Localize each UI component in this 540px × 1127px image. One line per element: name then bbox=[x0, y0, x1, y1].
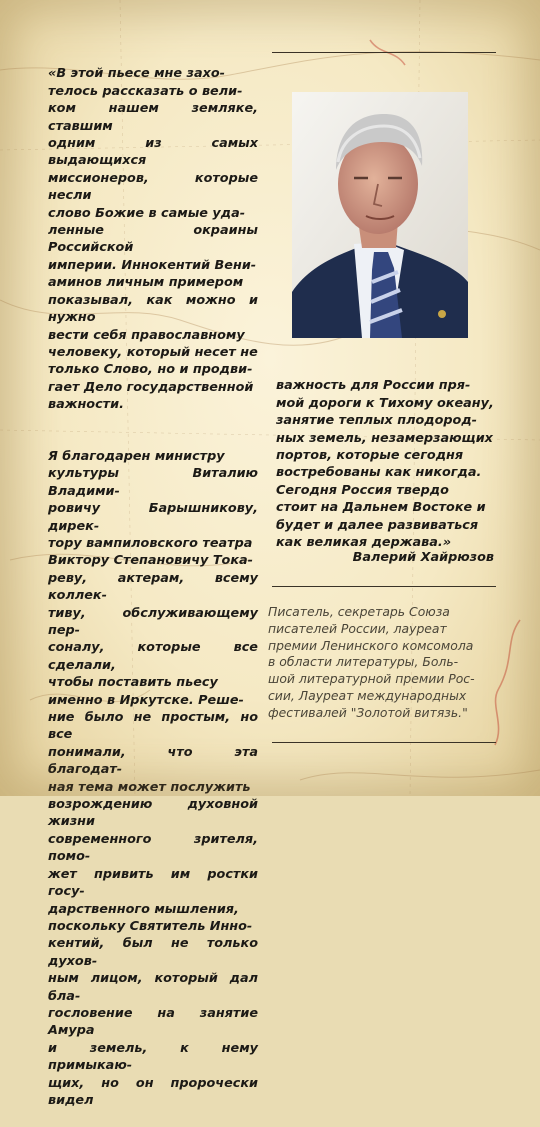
article-paragraph: «В этой пьесе мне захо- телось рассказать о вели- ком нашем земляке, ставшим одним из самых выдающихся миссионеров, которые несли слово Божие в самые уда- ленные окраины Российской империи. Иннокентий Вени- аминов личным примером показывал, как можно и нужно вести себя православному человеку, который несет не только Слово, но и продви- гает Дело государственной важности. bbox=[48, 66, 258, 413]
article-left-column bbox=[48, 48, 258, 1127]
author-bio: Писатель, секретарь Союза писателей России, лауреат премии Ленинского комсомола в области литературы, Боль- шой литературной премии Рос- сии, Лауреат международных фестивалей "Золотой витязь." bbox=[268, 604, 475, 720]
article-right-column bbox=[276, 360, 494, 569]
bottom-divider bbox=[272, 742, 496, 743]
article-paragraph: важность для России пря- мой дороги к Тихому океану, занятие теплых плодород- ных земель, незамерзающих портов, которые сегодня востребованы как никогда. Сегодня Россия твердо стоит на Дальнем Востоке и будет и далее развиваться как великая держава.» bbox=[276, 378, 494, 551]
article-paragraph: Я благодарен министру культуры Виталию Владими- ровичу Барышникову, дирек- тору вампиловского театра Виктору Степановичу Тока- реву, актерам, всему коллек- тиву, обслуживающему пер- соналу, которые все сделали, чтобы поставить пьесу именно в Иркутске. Реше- ние было не простым, но все понимали, что эта благодат- ная тема может послужить возрождению духовной жизни современного зрителя, помо- жет привить им ростки госу- дарственного мышления, поскольку Святитель Инно- кентий, был не только духов- ным лицом, который дал бла- гословение на занятие Амура и земель, к нему примыкаю- щих, но он пророчески видел bbox=[48, 448, 258, 1108]
author-signature: Валерий Хайрюзов bbox=[352, 550, 494, 565]
signature-divider bbox=[272, 586, 496, 587]
top-divider bbox=[272, 52, 496, 53]
author-photo bbox=[292, 92, 468, 338]
